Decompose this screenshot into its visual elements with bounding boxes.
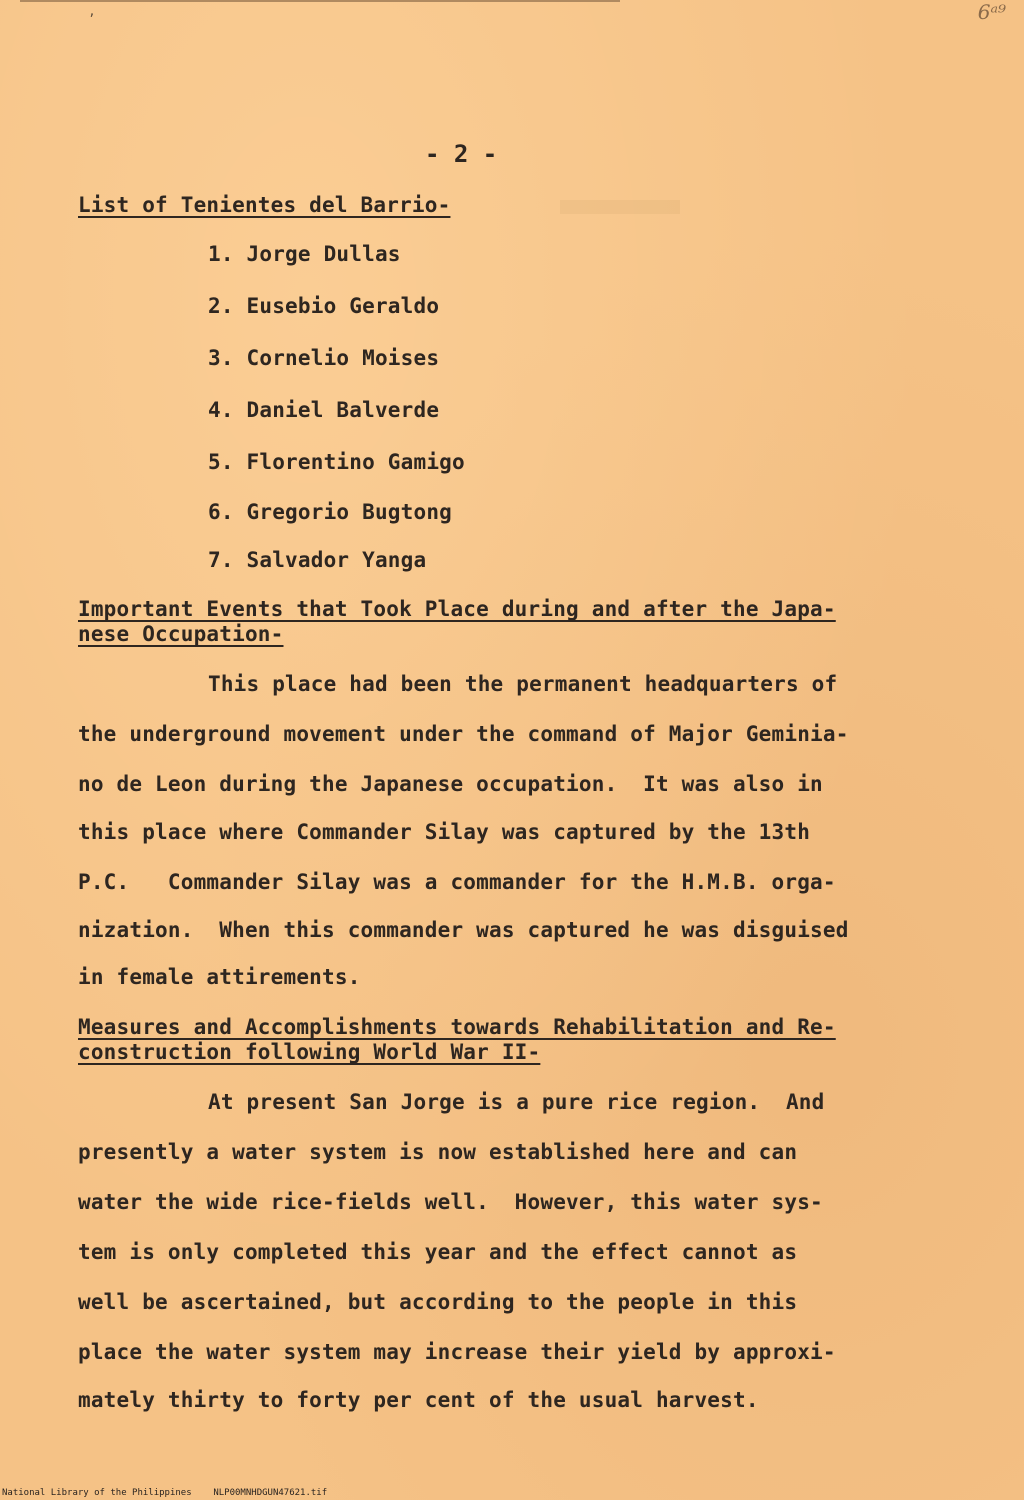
list-item: 6. Gregorio Bugtong <box>208 500 453 524</box>
paragraph-line: nization. When this commander was captured he was disguised <box>78 918 849 942</box>
archive-footer <box>2 1488 327 1498</box>
paragraph-line: water the wide rice-fields well. However, this water sys- <box>78 1190 823 1214</box>
paragraph-line: This place had been the permanent headquarters of <box>208 672 838 696</box>
section-heading-tenientes: List of Tenientes del Barrio- <box>78 193 451 217</box>
paragraph-line: the underground movement under the command of Major Geminia- <box>78 722 849 746</box>
section-heading-events: Important Events that Took Place during and after the Japa- <box>78 597 836 621</box>
list-item: 4. Daniel Balverde <box>208 398 440 422</box>
paragraph-line: tem is only completed this year and the effect cannot as <box>78 1240 798 1264</box>
paragraph-line: presently a water system is now established here and can <box>78 1140 798 1164</box>
list-item: 3. Cornelio Moises <box>208 346 440 370</box>
footer-file-id: NLP00MNHDGUN47621.tif <box>213 1488 328 1498</box>
paragraph-line: in female attirements. <box>78 965 361 989</box>
section-heading-rehabilitation-cont: construction following World War II- <box>78 1040 541 1064</box>
footer-library: National Library of the Philippines <box>2 1488 192 1498</box>
paragraph-line: At present San Jorge is a pure rice region. And <box>208 1090 825 1114</box>
bleed-through-decoration <box>560 200 680 214</box>
paragraph-line: mately thirty to forty per cent of the usual harvest. <box>78 1388 759 1412</box>
section-heading-rehabilitation: Measures and Accomplishments towards Rehabilitation and Re- <box>78 1015 836 1039</box>
paragraph-line: place the water system may increase their yield by approxi- <box>78 1340 836 1364</box>
paragraph-line: this place where Commander Silay was captured by the 13th <box>78 820 811 844</box>
list-item: 5. Florentino Gamigo <box>208 450 465 474</box>
paragraph-line: well be ascertained, but according to the people in this <box>78 1290 798 1314</box>
section-heading-events-cont: nese Occupation- <box>78 622 284 646</box>
stray-mark: ʼ <box>88 12 96 26</box>
handwritten-page-mark: 6ᵃ⁹ <box>977 0 1006 24</box>
paragraph-line: no de Leon during the Japanese occupation. It was also in <box>78 772 823 796</box>
paragraph-line: P.C. Commander Silay was a commander for the H.M.B. orga- <box>78 870 836 894</box>
page-number: - 2 - <box>425 140 498 168</box>
top-edge-line <box>20 0 620 2</box>
list-item: 2. Eusebio Geraldo <box>208 294 440 318</box>
list-item: 7. Salvador Yanga <box>208 548 427 572</box>
list-item: 1. Jorge Dullas <box>208 242 401 266</box>
